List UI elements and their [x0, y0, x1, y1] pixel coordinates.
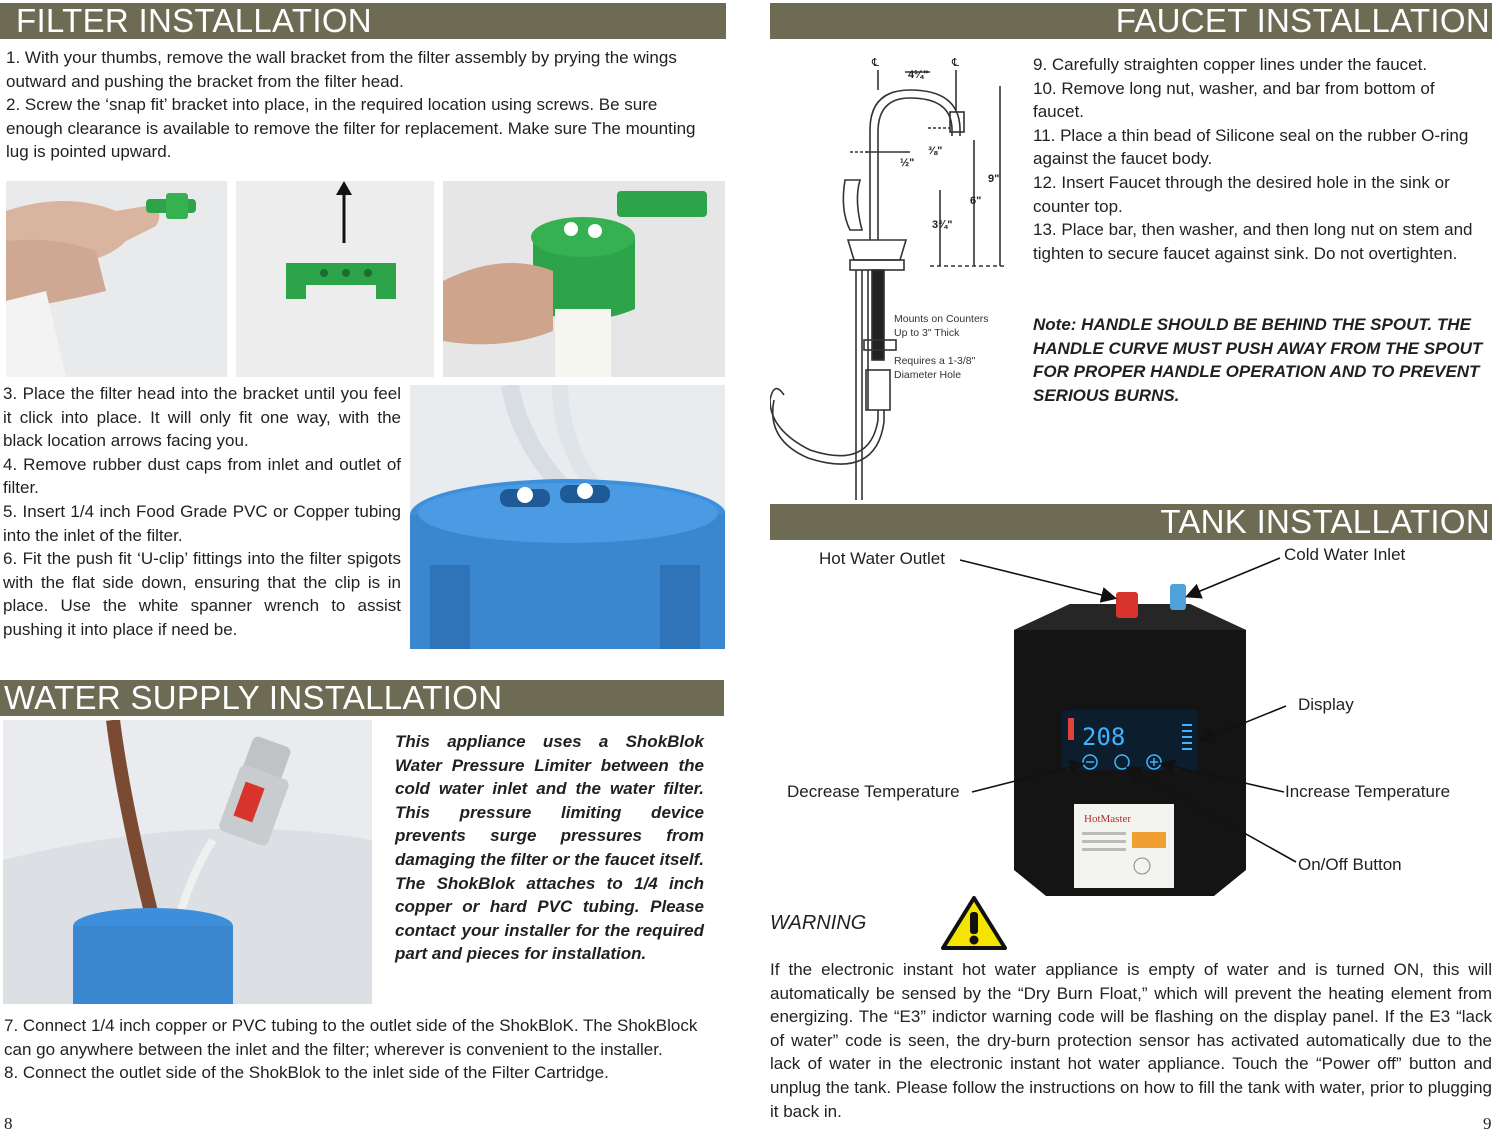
faucet-step-13: 13. Place bar, then washer, and then long nut on stem and tighten to secure faucet against sink. Do not overtighten. [1033, 220, 1473, 263]
brand-text: HotMaster [1084, 813, 1132, 825]
filter-step-3: 3. Place the filter head into the bracket until you feel it click into place. It will only fit one way, with the black location arrows facing you. [3, 384, 401, 451]
filter-step-1: 1. With your thumbs, remove the wall bracket from the filter assembly by prying the wings outward and pushing the bracket from the filter head. [6, 48, 677, 91]
filter-step-6: 6. Fit the push fit ‘U-clip’ fittings into the filter spigots with the flat side down, ensuring that the clip is in place. Use the white spanner wrench to assist pushing it into place if need be. [3, 549, 401, 639]
dim-top: 4¼" [908, 69, 929, 81]
label-hot-water-outlet: Hot Water Outlet [819, 549, 945, 568]
tank-installation-heading: TANK INSTALLATION [770, 504, 1492, 540]
faucet-step-9: 9. Carefully straighten copper lines under the faucet. [1033, 55, 1428, 74]
water-step-8: 8. Connect the outlet side of the ShokBlok to the inlet side of the Filter Cartridge. [4, 1063, 609, 1083]
centerline-right: ℄ [952, 57, 960, 69]
tank-diagram [770, 540, 1492, 900]
faucet-steps [1033, 53, 1481, 265]
arrow-cold-inlet [1188, 558, 1280, 596]
filter-step-4: 4. Remove rubber dust caps from inlet and outlet of filter. [3, 454, 401, 498]
dim-6: 6" [970, 195, 982, 207]
photo-shokblok [3, 720, 372, 1004]
filter-steps-3-6 [3, 382, 401, 642]
label-decrease-temperature: Decrease Temperature [787, 782, 960, 801]
label-cold-water-inlet: Cold Water Inlet [1284, 545, 1406, 564]
faucet-step-11: 11. Place a thin bead of Silicone seal on the rubber O-ring against the faucet body. [1033, 125, 1469, 169]
requires-note: Requires a 1-3/8" Diameter Hole [894, 355, 976, 381]
page-number-right: 9 [1483, 1114, 1492, 1133]
photo-remove-bracket [6, 181, 227, 377]
display-readout: 208 [1082, 723, 1126, 751]
hot-outlet-fitting [1116, 592, 1138, 618]
faucet-drawing [770, 50, 1030, 510]
warning-icon [940, 895, 1008, 951]
dim-spout: ⅜" [928, 145, 943, 157]
page-number-left: 8 [4, 1114, 13, 1133]
dim-3: 3¾" [932, 219, 953, 231]
centerline-left: ℄ [872, 57, 880, 69]
faucet-step-10: 10. Remove long nut, washer, and bar from bottom of faucet. [1033, 78, 1435, 122]
shokblok-note: This appliance uses a ShokBlok Water Pressure Limiter between the cold water inlet and the water filter. This pressure limiting device prevents surge pressures from damaging the filter or the faucet itself. The ShokBlok attaches to 1/4 inch copper or hard PVC tubing. Please contact your installer for the required part and pieces for installation. [395, 732, 704, 964]
water-step-7: 7. Connect 1/4 inch copper or PVC tubing to the outlet side of the ShokBloK. The ShokBlock can go anywhere between the inlet and the filter; wherever is convenient to the installer. [4, 1016, 698, 1059]
photo-filter-head [443, 181, 725, 377]
water-steps [4, 1014, 716, 1085]
filter-installation-heading: FILTER INSTALLATION [0, 3, 726, 39]
faucet-handle-note: Note: HANDLE SHOULD BE BEHIND THE SPOUT. THE HANDLE CURVE MUST PUSH AWAY FROM THE SPOUT FOR PROPER HANDLE OPERATION AND TO PREVENT SERIOUS BURNS. [1033, 315, 1483, 405]
label-display: Display [1298, 695, 1354, 714]
filter-steps-1-2 [6, 46, 718, 164]
warning-title: WARNING [770, 912, 867, 934]
warning-text: If the electronic instant hot water appliance is empty of water and is turned ON, this will automatically be sensed by the “Dry Burn Float,” which will prevent the heating element from energizing. The “E3” indictor warning code will be flashing on the display panel. If the E3 “lack of water” code is seen, the dry-burn protection sensor has activated automatically due to the lack of water in the electronic instant hot water appliance. Touch the “Power off” button and unplug the tank. Please follow the instructions on how to fill the tank with water, prior to plugging it back in. [770, 960, 1492, 1121]
label-onoff-button: On/Off Button [1298, 855, 1402, 874]
arrow-hot-outlet [960, 560, 1114, 598]
dim-9: 9" [988, 173, 1000, 185]
filter-step-5: 5. Insert 1/4 inch Food Grade PVC or Copper tubing into the inlet of the filter. [3, 501, 401, 545]
cold-inlet-fitting [1170, 584, 1186, 610]
dim-neck: ½" [900, 157, 915, 169]
photo-bracket-arrow [236, 181, 434, 377]
filter-step-2: 2. Screw the ‘snap fit’ bracket into place, in the required location using screws. Be sure enough clearance is available to remove the filter for replacement. Make sure The mounting lug is pointed upward. [6, 95, 696, 162]
faucet-diagram [770, 50, 1030, 510]
faucet-step-12: 12. Insert Faucet through the desired hole in the sink or counter top. [1033, 172, 1450, 216]
label-increase-temperature: Increase Temperature [1285, 782, 1451, 801]
mounts-note: Mounts on Counters Up to 3" Thick [894, 313, 989, 339]
water-supply-heading: WATER SUPPLY INSTALLATION [0, 680, 724, 716]
faucet-installation-heading: FAUCET INSTALLATION [770, 3, 1492, 39]
photo-filter-fittings [410, 385, 725, 649]
